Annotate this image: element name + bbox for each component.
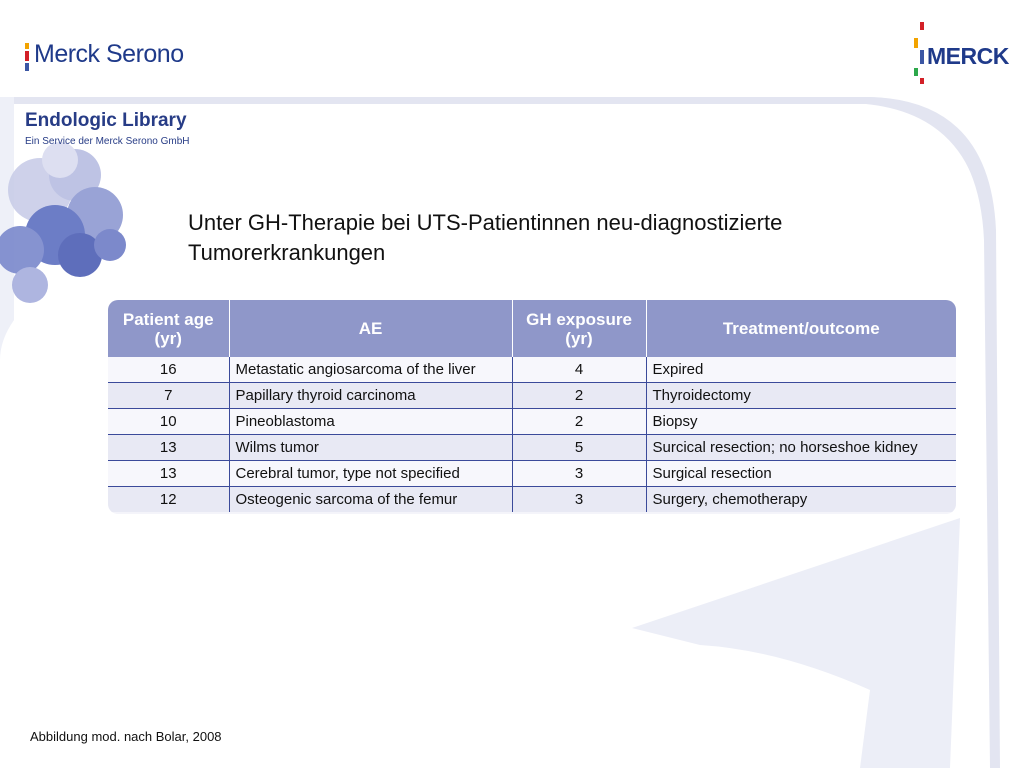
cell-ae: Papillary thyroid carcinoma <box>229 383 512 409</box>
adverse-events-table <box>108 300 956 514</box>
cell-ae: Pineoblastoma <box>229 409 512 435</box>
arrow-shape <box>632 518 960 768</box>
table-row <box>108 435 956 461</box>
table-row <box>108 487 956 513</box>
cell-age: 12 <box>108 487 229 513</box>
cell-gh: 4 <box>512 357 646 383</box>
cell-ae: Metastatic angiosarcoma of the liver <box>229 357 512 383</box>
merck-serono-logo-text: Merck Serono <box>34 40 184 68</box>
cell-gh: 5 <box>512 435 646 461</box>
cell-ae: Wilms tumor <box>229 435 512 461</box>
cell-age: 10 <box>108 409 229 435</box>
table-row <box>108 409 956 435</box>
cell-outcome: Biopsy <box>646 409 956 435</box>
cell-gh: 2 <box>512 409 646 435</box>
table-row <box>108 461 956 487</box>
header-ae: AE <box>229 300 512 357</box>
cell-age: 13 <box>108 435 229 461</box>
cell-age: 16 <box>108 357 229 383</box>
cell-gh: 3 <box>512 487 646 513</box>
header-treatment-outcome: Treatment/outcome <box>646 300 956 357</box>
header-patient-age: Patient age (yr) <box>108 300 229 357</box>
merck-logo <box>914 20 1009 82</box>
cell-outcome: Surgical resection <box>646 461 956 487</box>
cell-outcome: Surcical resection; no horseshoe kidney <box>646 435 956 461</box>
table-row <box>108 383 956 409</box>
table-row <box>108 357 956 383</box>
cell-outcome: Surgery, chemotherapy <box>646 487 956 513</box>
library-title: Endologic Library <box>25 110 187 131</box>
cell-gh: 3 <box>512 461 646 487</box>
cell-outcome: Expired <box>646 357 956 383</box>
library-subtitle: Ein Service der Merck Serono GmbH <box>25 136 190 147</box>
cell-gh: 2 <box>512 383 646 409</box>
cell-age: 13 <box>108 461 229 487</box>
table-header-row <box>108 300 956 357</box>
cell-age: 7 <box>108 383 229 409</box>
cell-ae: Cerebral tumor, type not specified <box>229 461 512 487</box>
cell-outcome: Thyroidectomy <box>646 383 956 409</box>
header-gh-exposure: GH exposure (yr) <box>512 300 646 357</box>
merck-logo-text: MERCK <box>927 43 1009 69</box>
cell-ae: Osteogenic sarcoma of the femur <box>229 487 512 513</box>
figure-citation: Abbildung mod. nach Bolar, 2008 <box>30 729 222 744</box>
molecule-illustration <box>0 142 126 303</box>
slide-title: Unter GH-Therapie bei UTS-Patientinnen neu-diagnostizierte Tumorerkrankungen <box>188 210 783 265</box>
